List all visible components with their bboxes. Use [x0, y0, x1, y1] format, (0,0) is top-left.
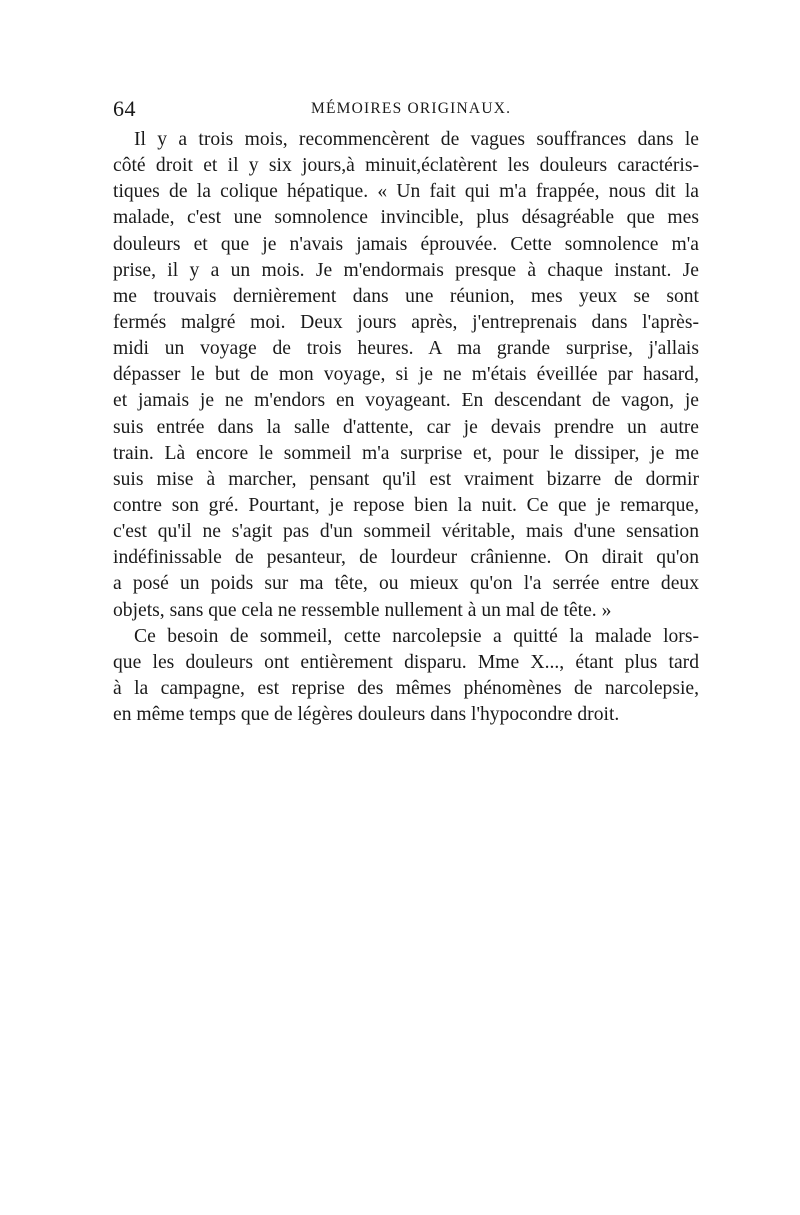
text-line: Il y a trois mois, recommencèrent de vagues souffrances dans le	[134, 129, 699, 150]
text-line: midi un voyage de trois heures. A ma grande surprise, j'allais	[113, 338, 699, 360]
text-line: en même temps que de légères douleurs dans l'hypocondre droit.	[113, 704, 620, 726]
text-line: a posé un poids sur ma tête, ou mieux qu'on l'a serrée entre deux	[113, 573, 699, 595]
text-line: objets, sans que cela ne ressemble nullement à un mal de tête. »	[113, 599, 612, 621]
text-line: côté droit et il y six jours,à minuit,éclatèrent les douleurs caractéris-	[113, 155, 699, 177]
text-line: fermés malgré moi. Deux jours après, j'entreprenais dans l'après-	[113, 311, 699, 333]
text-line: suis entrée dans la salle d'attente, car je devais prendre un autre	[113, 416, 699, 438]
text-line: c'est qu'il ne s'agit pas d'un sommeil véritable, mais d'une sensation	[113, 521, 699, 543]
text-line: à la campagne, est reprise des mêmes phénomènes de narcolepsie,	[113, 677, 699, 699]
text-line: malade, c'est une somnolence invincible, plus désagréable que mes	[113, 207, 699, 229]
text-line: me trouvais dernièrement dans une réunion, mes yeux se sont	[113, 285, 699, 307]
text-line: train. Là encore le sommeil m'a surprise et, pour le dissiper, je me	[113, 442, 699, 464]
text-line: et jamais je ne m'endors en voyageant. En descendant de vagon, je	[113, 390, 699, 412]
page-number: 64	[113, 96, 136, 121]
text-line: tiques de la colique hépatique. « Un fait qui m'a frappée, nous dit la	[113, 181, 699, 203]
text-line: indéfinissable de pesanteur, de lourdeur crânienne. On dirait qu'on	[113, 547, 699, 569]
running-title: MÉMOIRES ORIGINAUX.	[311, 100, 512, 117]
text-line: contre son gré. Pourtant, je repose bien la nuit. Ce que je remarque,	[113, 494, 699, 516]
text-line: prise, il y a un mois. Je m'endormais presque à chaque instant. Je	[113, 259, 699, 281]
text-line: douleurs et que je n'avais jamais éprouvée. Cette somnolence m'a	[113, 233, 699, 255]
text-line: suis mise à marcher, pensant qu'il est vraiment bizarre de dormir	[113, 468, 699, 490]
text-line: dépasser le but de mon voyage, si je ne m'étais éveillée par hasard,	[113, 364, 699, 386]
text-line: Ce besoin de sommeil, cette narcolepsie a quitté la malade lors-	[134, 625, 699, 647]
text-line: que les douleurs ont entièrement disparu. Mme X..., étant plus tard	[113, 651, 699, 673]
body-text	[113, 127, 699, 728]
running-head	[113, 96, 699, 126]
